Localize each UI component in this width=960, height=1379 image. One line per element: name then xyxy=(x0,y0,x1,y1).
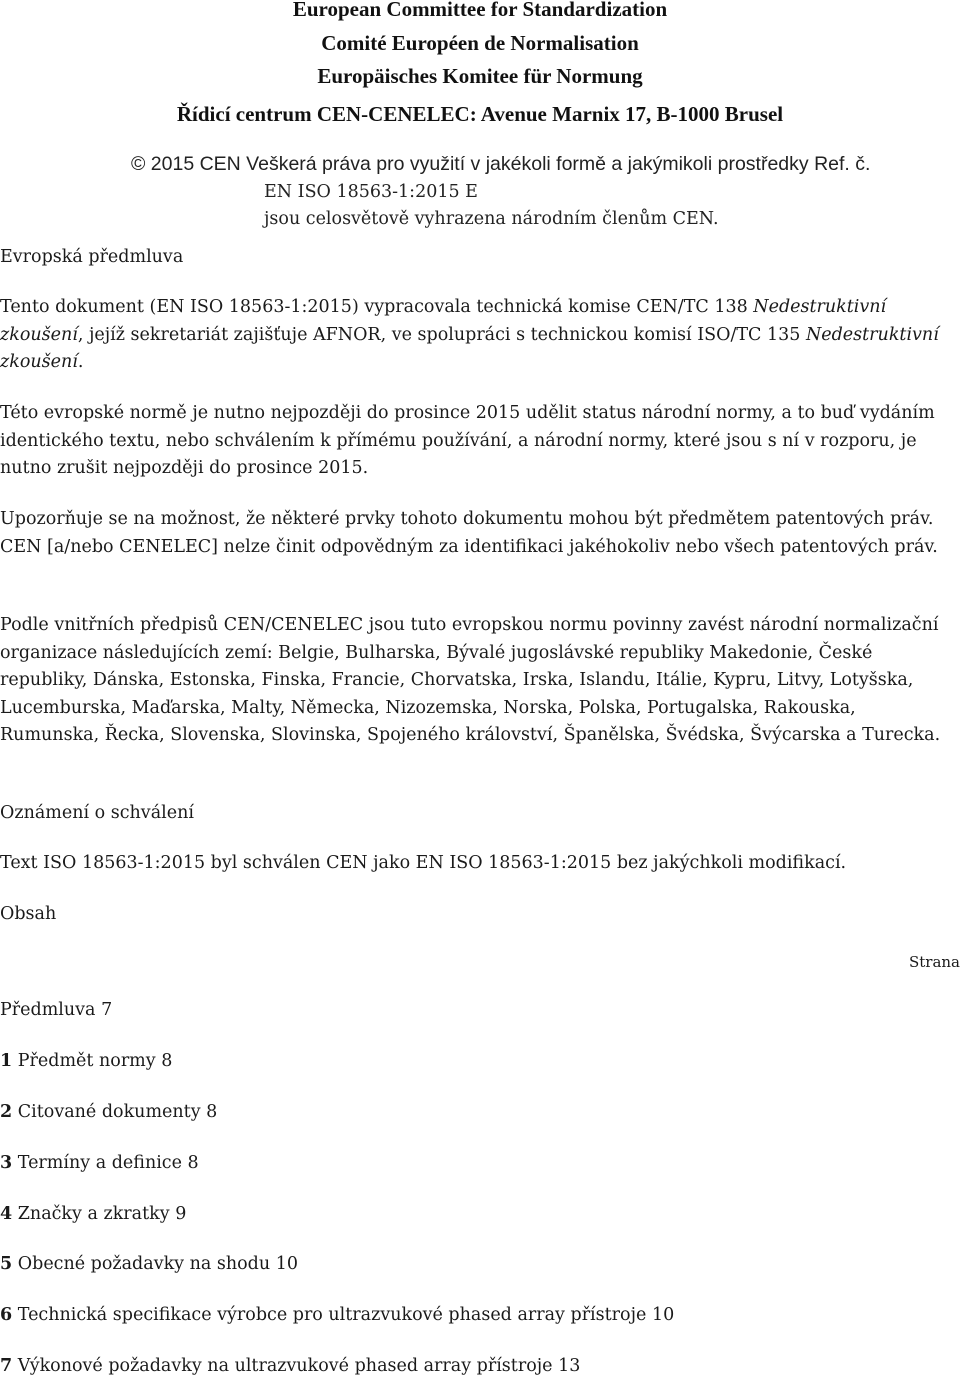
foreword-paragraph-4: Podle vnitřních předpisů CEN/CENELEC jsou tuto evropskou normu povinny zavést národní normalizační organizace následujících zemí: Belgie, Bulharska, Bývalé jugoslávské republiky Makedonie, České republiky, Dánska, Estonska, Finska, Francie, Chorvatska, Irska, Islandu, Itálie, Kypru, Litvy, Lotyšska, Lucemburska, Maďarska, Malty, Německa, Nizozemska, Norska, Polska, Portugalska, Rakouska, Rumunska, Řecka, Slovenska, Slovinska, Spojeného království, Španělska, Švédska, Švýcarska a Turecka. xyxy=(0,615,941,745)
copyright-line-2: EN ISO 18563-1:2015 E xyxy=(264,182,478,202)
org-name-en: European Committee for Standardization xyxy=(292,0,668,21)
toc-title: Předmět normy xyxy=(17,1051,156,1071)
para1-text-c: . xyxy=(77,352,84,372)
org-name-de: Europäisches Komitee für Normung xyxy=(317,64,643,88)
para1-text-b: , jejíž sekretariát zajišťuje AFNOR, ve spolupráci s technickou komisí ISO/TC 135 xyxy=(77,324,806,345)
foreword-paragraph-1 xyxy=(0,294,955,377)
toc-title: Předmluva xyxy=(0,1000,96,1020)
toc-entry-foreword[interactable] xyxy=(0,998,112,1022)
para1-italic-b: Nedestruktivní zkoušení xyxy=(0,324,939,372)
para1-italic-a: Nedestruktivní zkoušení xyxy=(0,297,887,345)
toc-page: 10 xyxy=(275,1254,299,1274)
toc-page: 8 xyxy=(206,1102,218,1122)
toc-number: 1 xyxy=(0,1051,13,1071)
toc-entry-3[interactable] xyxy=(0,1151,199,1175)
approval-text: Text ISO 18563-1:2015 byl schválen CEN jako EN ISO 18563-1:2015 bez jakýchkoli modifikací. xyxy=(0,853,847,873)
copyright-text: 2015 CEN Veškerá práva pro využití v jakékoli formě a jakýmikoli prostředky Ref. č. xyxy=(150,153,871,175)
foreword-paragraph-3: Upozorňuje se na možnost, že některé prvky tohoto dokumentu mohou být předmětem patentových práv. CEN [a/nebo CENELEC] nelze činit odpovědným za identifikaci jakéhokoliv nebo všech patentových práv. xyxy=(0,509,938,557)
toc-number: 3 xyxy=(0,1153,13,1173)
approval-heading: Oznámení o schválení xyxy=(0,803,194,823)
copyright-line-1 xyxy=(131,152,870,176)
toc-title: Termíny a definice xyxy=(17,1153,182,1173)
toc-page: 9 xyxy=(175,1204,187,1224)
toc-page: 7 xyxy=(101,1000,113,1020)
toc-page: 10 xyxy=(651,1305,675,1325)
toc-title: Technická specifikace výrobce pro ultrazvukové phased array přístroje xyxy=(17,1305,647,1325)
toc-title: Značky a zkratky xyxy=(17,1204,170,1224)
toc-title: Výkonové požadavky na ultrazvukové phased array přístroje xyxy=(17,1356,553,1376)
toc-entry-6[interactable] xyxy=(0,1303,674,1327)
toc-number: 4 xyxy=(0,1204,13,1224)
toc-number: 2 xyxy=(0,1102,13,1122)
toc-entry-2[interactable] xyxy=(0,1100,217,1124)
toc-page: 8 xyxy=(187,1153,199,1173)
foreword-paragraph-2: Této evropské normě je nutno nejpozději do prosince 2015 udělit status národní normy, a to buď vydáním identického textu, nebo schválením k přímému používání, a národní normy, které jsou s ní v rozporu, je nutno zrušit nejpozději do prosince 2015. xyxy=(0,403,935,478)
page-column-label: Strana xyxy=(908,953,960,971)
toc-number: 7 xyxy=(0,1356,13,1376)
toc-number: 6 xyxy=(0,1305,13,1325)
management-centre-address: Řídicí centrum CEN-CENELEC: Avenue Marnix 17, B-1000 Brusel xyxy=(176,102,784,126)
foreword-heading: Evropská předmluva xyxy=(0,247,184,267)
toc-entry-1[interactable] xyxy=(0,1049,172,1073)
toc-page: 8 xyxy=(161,1051,173,1071)
para1-text-a: Tento dokument (EN ISO 18563-1:2015) vypracovala technická komise CEN/TC 138 xyxy=(0,297,754,317)
org-name-fr: Comité Européen de Normalisation xyxy=(321,31,639,55)
toc-entry-4[interactable] xyxy=(0,1202,186,1226)
contents-heading: Obsah xyxy=(0,904,57,924)
copyright-icon: © xyxy=(131,153,146,175)
toc-entry-5[interactable] xyxy=(0,1252,298,1276)
toc-page: 13 xyxy=(558,1356,581,1376)
toc-number: 5 xyxy=(0,1254,13,1274)
toc-title: Obecné požadavky na shodu xyxy=(17,1254,271,1274)
toc-title: Citované dokumenty xyxy=(17,1102,201,1122)
toc-entry-7[interactable] xyxy=(0,1354,580,1378)
copyright-line-3: jsou celosvětově vyhrazena národním členům CEN. xyxy=(264,209,719,229)
